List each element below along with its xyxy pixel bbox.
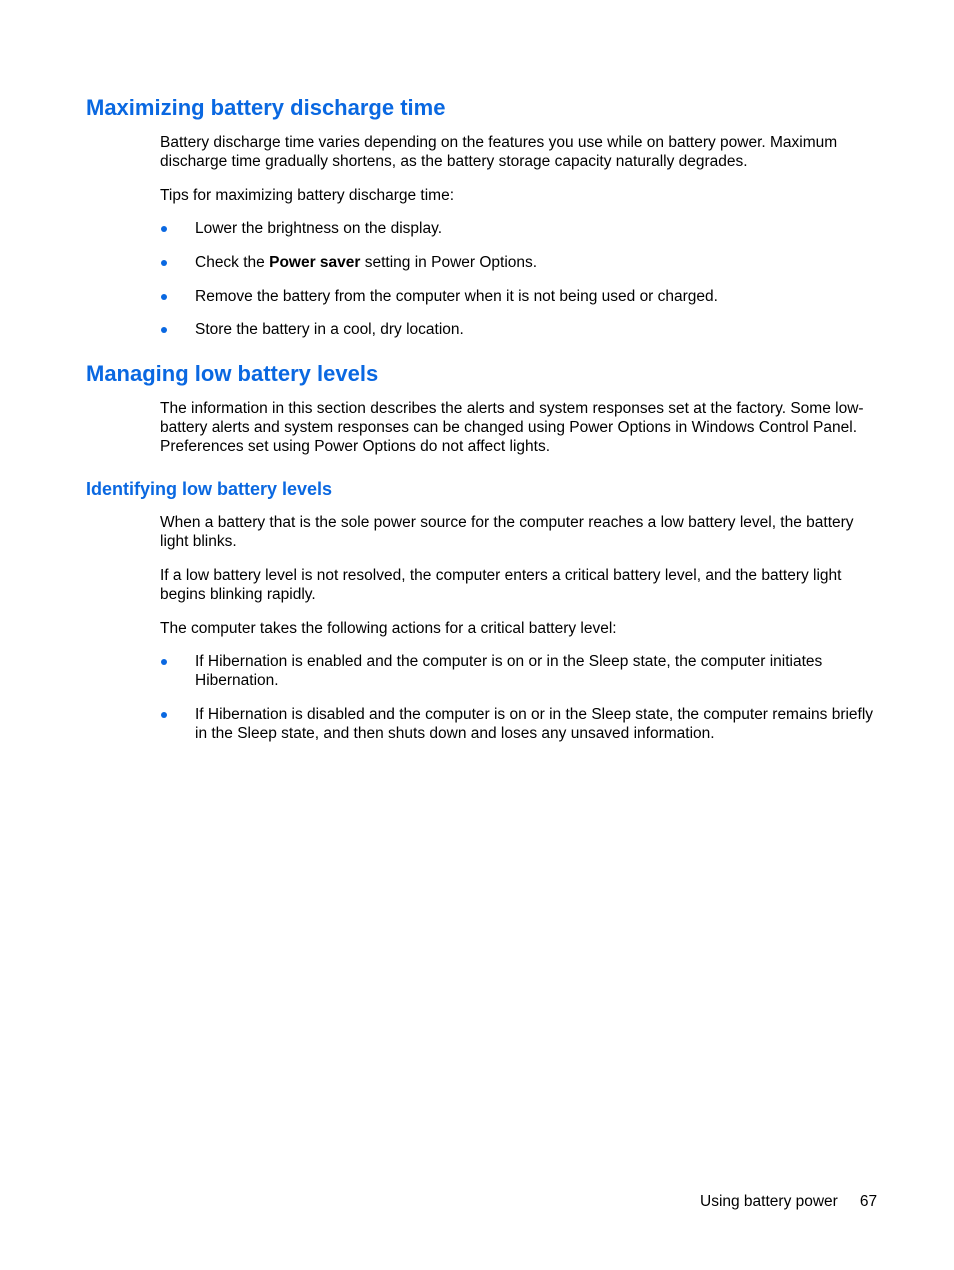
list-item-text-pre: Check the	[195, 254, 270, 271]
power-saver-term: Power saver	[269, 254, 361, 271]
page-footer	[700, 1192, 877, 1211]
list-item-text-post: setting in Power Options.	[360, 254, 538, 271]
paragraph-discharge-time: Battery discharge time varies depending on the features you use while on battery power. Maximum discharge time gradually shortens, as the battery storage capacity naturally degrades.	[160, 134, 838, 170]
bullet-icon	[161, 327, 167, 333]
paragraph-alerts-info: The information in this section describes the alerts and system responses set at the factory. Some low-battery alerts and system responses can be changed using Power Options in Windows Control Panel. Preferences set using Power Options do not affect lights.	[160, 400, 864, 455]
bullet-icon	[161, 712, 167, 718]
paragraph-actions-intro: The computer takes the following actions for a critical battery level:	[160, 620, 617, 637]
bullet-icon	[161, 294, 167, 300]
list-item-text: Remove the battery from the computer when it is not being used or charged.	[195, 288, 718, 305]
list-item-text: If Hibernation is enabled and the computer is on or in the Sleep state, the computer initiates Hibernation.	[195, 653, 823, 689]
list-item-text: If Hibernation is disabled and the computer is on or in the Sleep state, the computer remains briefly in the Sleep state, and then shuts down and loses any unsaved information.	[195, 706, 874, 742]
list-item-text: Store the battery in a cool, dry location.	[195, 321, 464, 338]
bullet-icon	[161, 659, 167, 665]
list-item-text	[195, 253, 885, 272]
paragraph-light-blinks: When a battery that is the sole power source for the computer reaches a low battery level, the battery light blinks.	[160, 514, 854, 550]
paragraph-critical-level: If a low battery level is not resolved, the computer enters a critical battery level, and the battery light begins blinking rapidly.	[160, 567, 842, 603]
page-number: 67	[859, 1193, 878, 1210]
heading-managing-low-battery: Managing low battery levels	[86, 361, 379, 386]
list-item-text: Lower the brightness on the display.	[195, 220, 443, 237]
paragraph-tips-intro: Tips for maximizing battery discharge time:	[160, 187, 455, 204]
bullet-icon	[161, 260, 167, 266]
bullet-icon	[161, 226, 167, 232]
heading-maximizing-battery: Maximizing battery discharge time	[86, 95, 446, 120]
footer-label: Using battery power	[700, 1193, 838, 1210]
heading-identifying-low-battery: Identifying low battery levels	[86, 479, 333, 499]
